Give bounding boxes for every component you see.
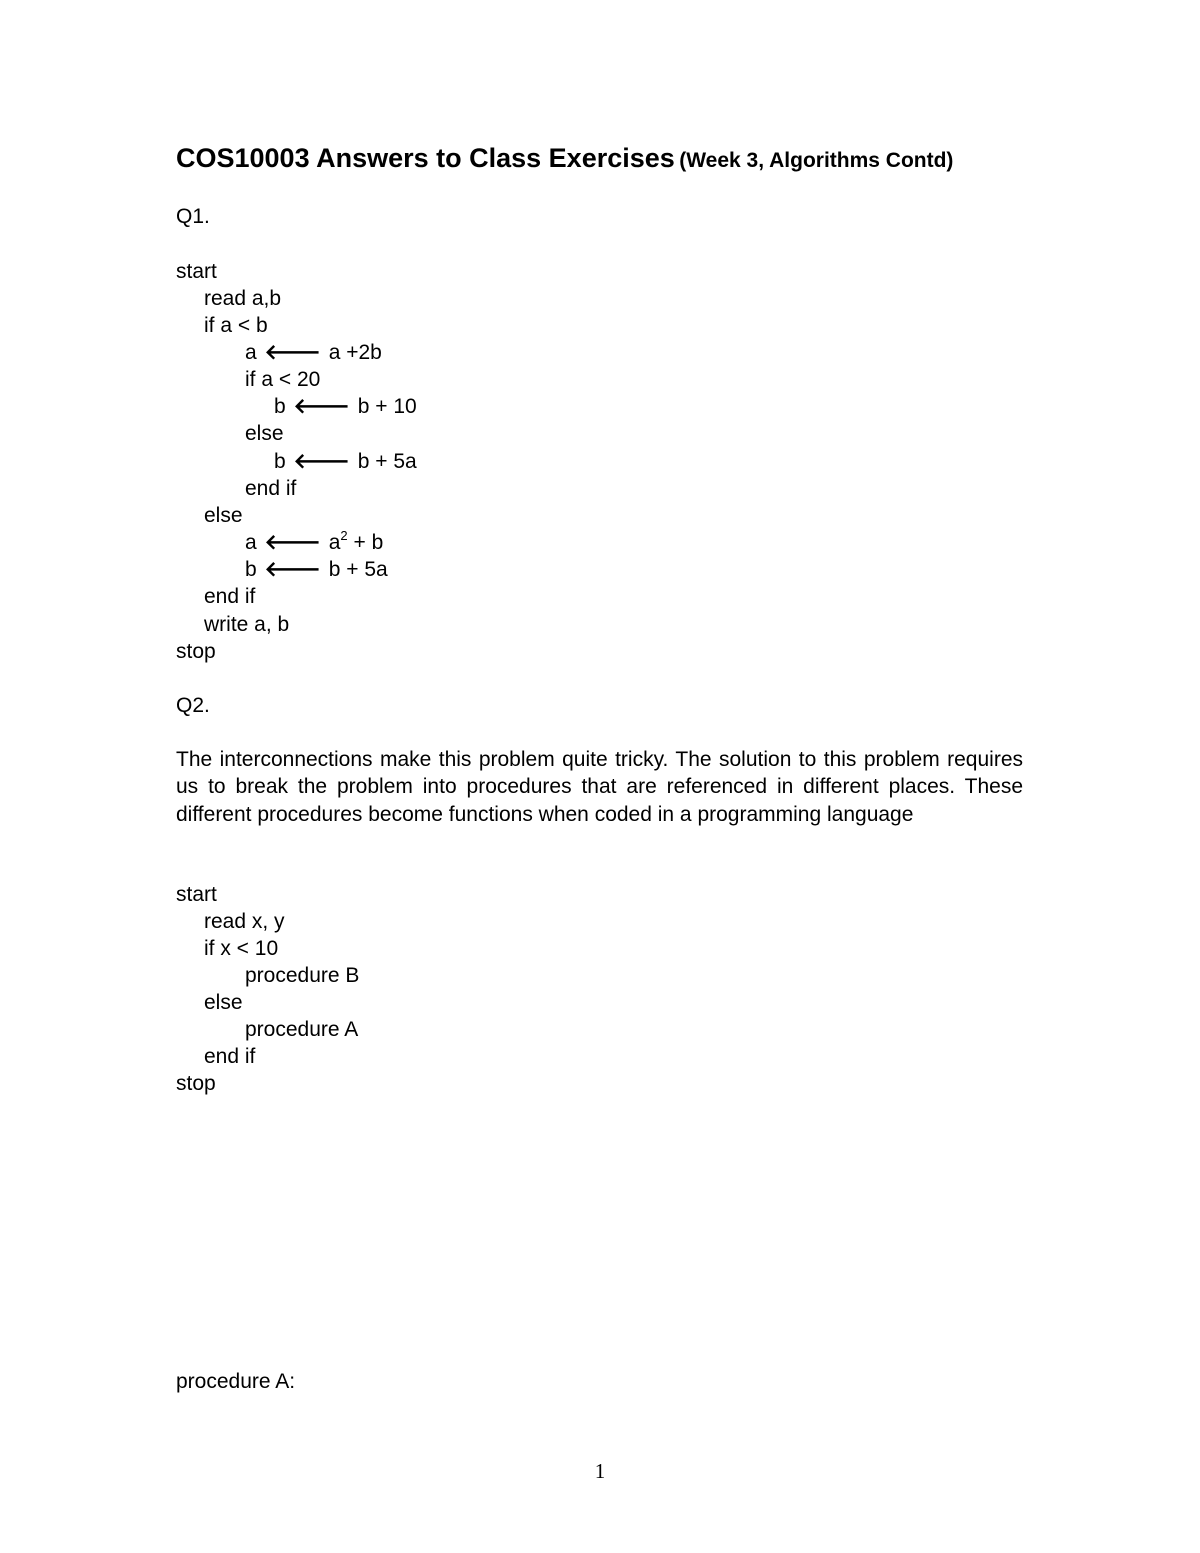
left-arrow-icon: 🡐 xyxy=(264,558,321,581)
left-arrow-icon: 🡐 xyxy=(293,395,350,418)
q1-write: write a, b xyxy=(204,613,290,636)
q2-label: Q2. xyxy=(176,694,210,717)
left-arrow-icon: 🡐 xyxy=(264,341,321,364)
q2-call-procedure-a: procedure A xyxy=(245,1018,359,1041)
q1-label: Q1. xyxy=(176,205,210,228)
left-arrow-icon: 🡐 xyxy=(293,450,350,473)
q1-start: start xyxy=(176,260,217,283)
q2-endif: end if xyxy=(204,1045,256,1068)
q1-read: read a,b xyxy=(204,287,282,310)
q2-explanation: The interconnections make this problem quite tricky. The solution to this problem requires us to break the problem into procedures that are referenced in different places. These different procedures become functions when coded in a programming language xyxy=(176,748,1023,826)
document-title xyxy=(176,142,953,179)
q1-if-outer: if a < b xyxy=(204,314,268,337)
q1-assign-line-4: a 🡐 $a^2 + b$ xyxy=(245,528,384,554)
q2-read: read x, y xyxy=(204,910,285,933)
page-number: 1 xyxy=(594,1459,606,1483)
q1-else-outer: else xyxy=(204,504,243,527)
q1-if-inner: if a < 20 xyxy=(245,368,321,391)
q1-else-inner: else xyxy=(245,422,284,445)
q2-else: else xyxy=(204,991,243,1014)
q2-call-procedure-b: procedure B xyxy=(245,964,360,987)
q1-stop: stop xyxy=(176,640,216,663)
title-subtitle: (Week 3, Algorithms Contd) xyxy=(679,149,954,172)
title-main: COS10003 Answers to Class Exercises xyxy=(176,143,675,173)
procedure-a-heading: procedure A: xyxy=(176,1370,296,1393)
q1-assign-line-3: b 🡐 b + 5a xyxy=(274,450,417,473)
q2-if: if x < 10 xyxy=(204,937,279,960)
q1-assign-line-2: b 🡐 b + 10 xyxy=(274,395,417,418)
q1-assign-line-1: a 🡐 a +2b xyxy=(245,341,382,364)
exponent: 2 xyxy=(340,528,348,543)
q2-start: start xyxy=(176,883,217,906)
q1-endif-inner: end if xyxy=(245,477,297,500)
left-arrow-icon: 🡐 xyxy=(264,531,321,554)
q1-endif-outer: end if xyxy=(204,585,256,608)
q2-stop: stop xyxy=(176,1072,216,1095)
q1-assign-line-5: b 🡐 b + 5a xyxy=(245,558,388,581)
